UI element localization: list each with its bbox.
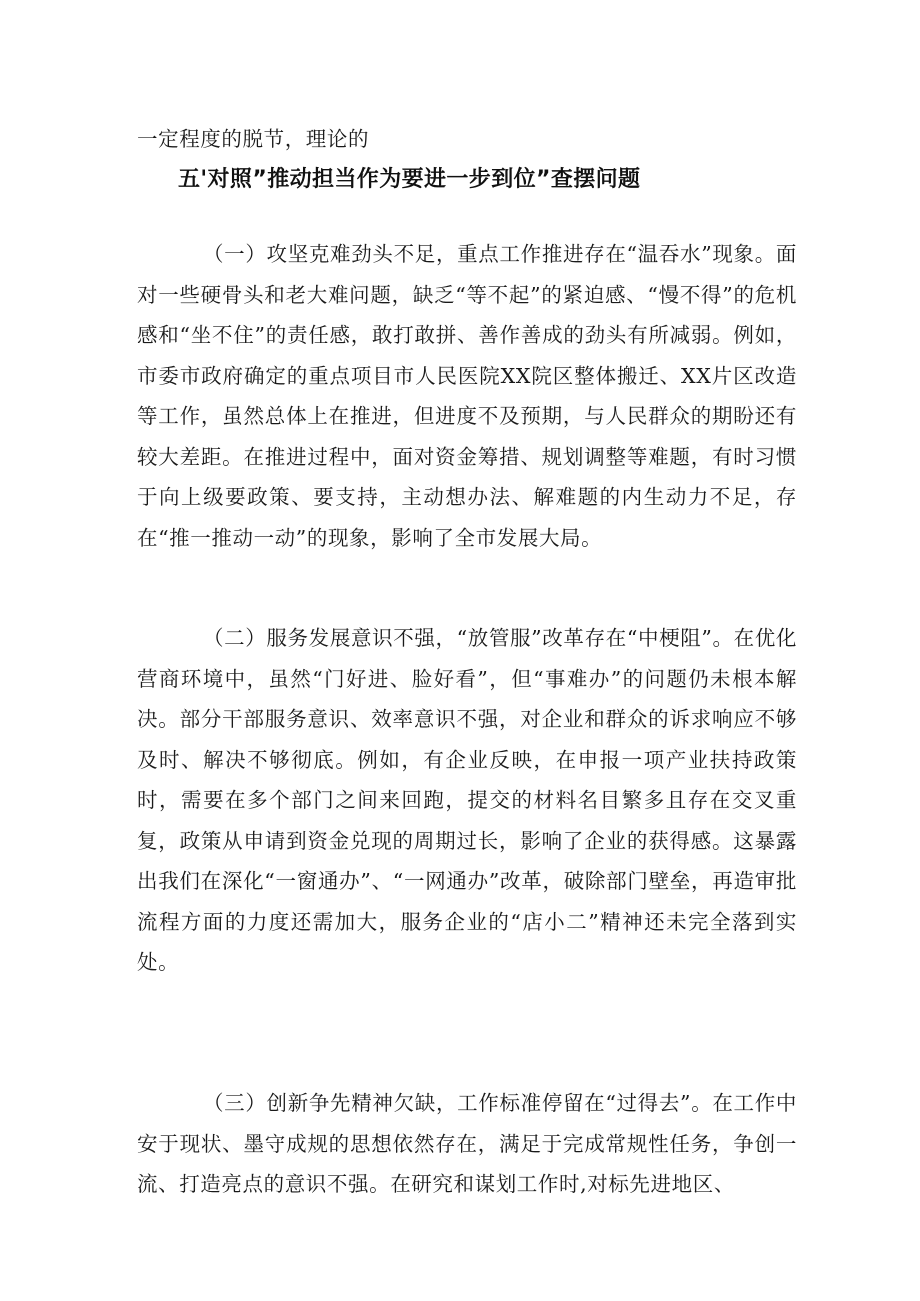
continued-text-fragment: 一定程度的脱节，理论的 bbox=[137, 127, 370, 151]
paragraph-3: （三）创新争先精神欠缺，工作标准停留在“过得去”。在工作中安于现状、墨守成规的思想依然存在，满足于完成常规性任务，争创一流、打造亮点的意识不强。在研究和谋划工作时,对标先进地区、 bbox=[137, 1091, 797, 1196]
section-heading: 五'对照”推动担当作为要进一步到位”查摆问题 bbox=[178, 167, 641, 192]
paragraph-2: （二）服务发展意识不强，“放管服”改革存在“中梗阻”。在优化营商环境中，虽然“门好进、脸好看”，但“事难办”的问题仍未根本解决。部分干部服务意识、效率意识不强，对企业和群众的诉求响应不够及时、解决不够彻底。例如，有企业反映，在申报一项产业扶持政策时，需要在多个部门之间来回跑，提交的材料名目繁多且存在交叉重复，政策从申请到资金兑现的周期过长，影响了企业的获得感。这暴露出我们在深化“一窗通办”、“一网通办”改革，破除部门壁垒，再造审批流程方面的力度还需加大，服务企业的“店小二”精神还未完全落到实处。 bbox=[137, 626, 797, 974]
paragraph-1: （一）攻坚克难劲头不足，重点工作推进存在“温吞水”现象。面对一些硬骨头和老大难问题，缺乏“等不起”的紧迫感、“慢不得”的危机感和“坐不住”的责任感，敢打敢拼、善作善成的劲头有所减弱。例如，市委市政府确定的重点项目市人民医院XX院区整体搬迁、XX片区改造等工作，虽然总体上在推进，但进度不及预期，与人民群众的期盼还有较大差距。在推进过程中，面对资金筹措、规划调整等难题，有时习惯于向上级要政策、要支持，主动想办法、解难题的内生动力不足，存在“推一推动一动”的现象，影响了全市发展大局。 bbox=[137, 242, 797, 550]
